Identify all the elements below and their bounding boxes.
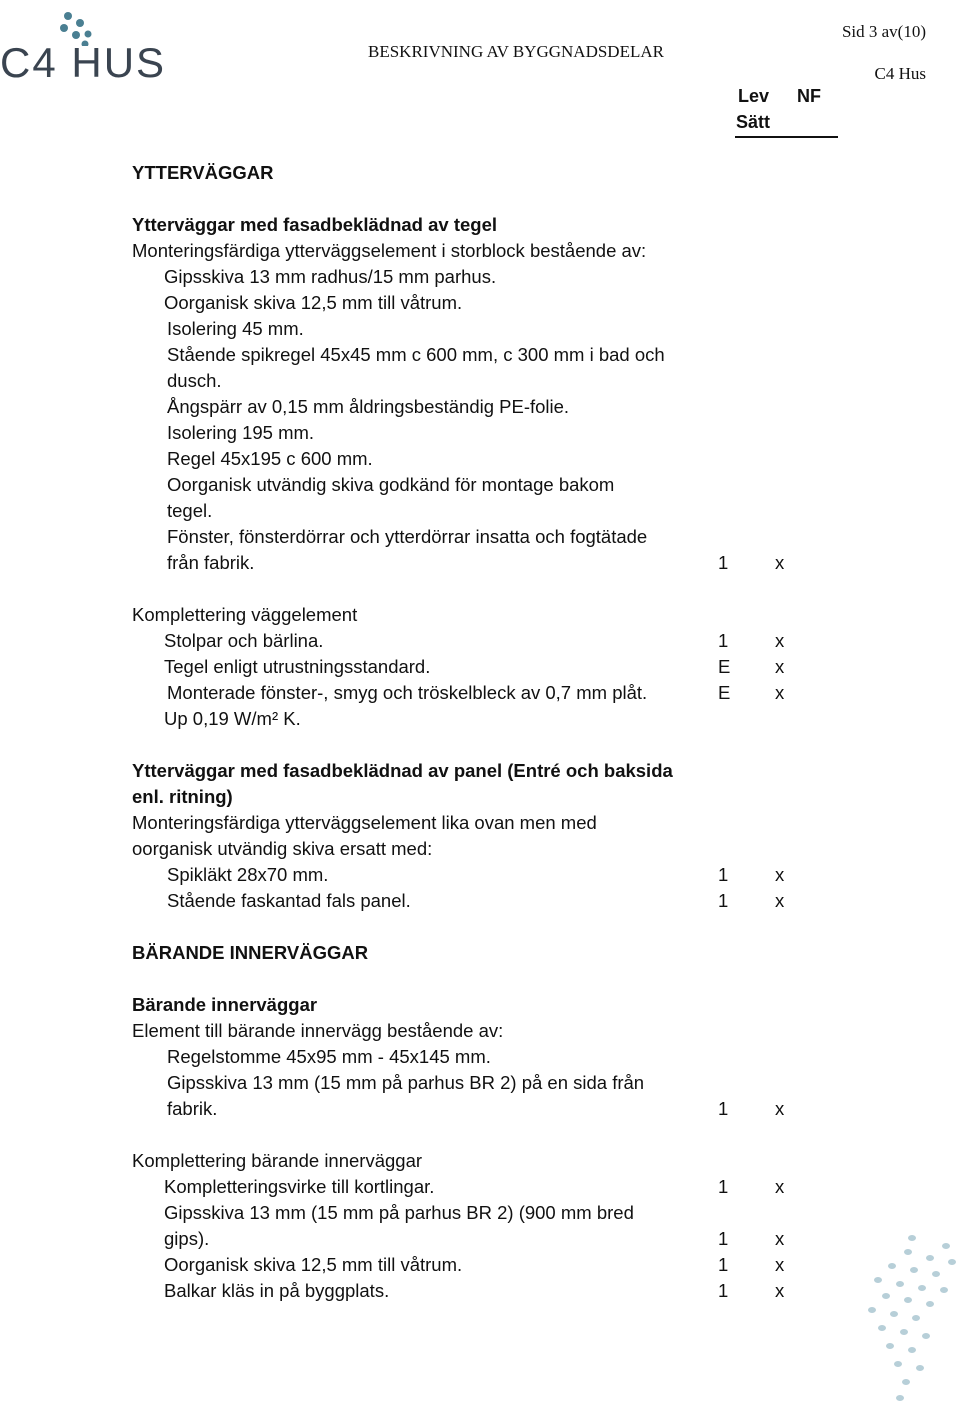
- text-line: Monteringsfärdiga ytterväggselement lika ovan men med: [132, 812, 597, 833]
- lev-value: 1: [718, 864, 729, 885]
- lev-value: E: [718, 656, 731, 677]
- section-heading: YTTERVÄGGAR: [132, 162, 274, 183]
- text-line: Gipsskiva 13 mm (15 mm på parhus BR 2) (900 mm bred: [164, 1202, 634, 1223]
- subsection-heading: enl. ritning): [132, 786, 233, 807]
- text-line: Oorganisk utvändig skiva godkänd för montage bakom: [167, 474, 615, 495]
- text-line: Isolering 45 mm.: [167, 318, 304, 339]
- nf-value: x: [775, 682, 785, 703]
- text-line: Gipsskiva 13 mm radhus/15 mm parhus.: [164, 266, 497, 287]
- nf-value: x: [775, 1176, 785, 1197]
- nf-value: x: [775, 1254, 785, 1275]
- text-line: Oorganisk skiva 12,5 mm till våtrum.: [164, 1254, 463, 1275]
- column-header-lev: Lev: [738, 86, 770, 106]
- text-line: Element till bärande innervägg bestående av:: [132, 1020, 504, 1041]
- text-line: Stående faskantad fals panel.: [167, 890, 411, 911]
- text-line: Balkar kläs in på byggplats.: [164, 1280, 390, 1301]
- nf-value: x: [775, 1280, 785, 1301]
- text-line: Tegel enligt utrustningsstandard.: [164, 656, 431, 677]
- subsection-heading: Ytterväggar med fasadbeklädnad av panel (Entré och baksida: [132, 760, 673, 781]
- text-line: oorganisk utvändig skiva ersatt med:: [132, 838, 433, 859]
- company-name: C4 Hus: [874, 64, 926, 83]
- text-line: Stolpar och bärlina.: [164, 630, 324, 651]
- nf-value: x: [775, 552, 785, 573]
- text-line: Spikläkt 28x70 mm.: [167, 864, 329, 885]
- text-line: tegel.: [167, 500, 213, 521]
- lev-value: 1: [718, 890, 729, 911]
- lev-value: 1: [718, 1254, 729, 1275]
- text-line: Regelstomme 45x95 mm - 45x145 mm.: [167, 1046, 491, 1067]
- section-heading: BÄRANDE INNERVÄGGAR: [132, 942, 369, 963]
- nf-value: x: [775, 890, 785, 911]
- text-line: från fabrik.: [167, 552, 255, 573]
- c4-hus-logo: [0, 6, 200, 86]
- nf-value: x: [775, 1098, 785, 1119]
- text-line: Monterade fönster-, smyg och tröskelbleck av 0,7 mm plåt.: [167, 682, 648, 703]
- lev-value: 1: [718, 1098, 729, 1119]
- text-line: Gipsskiva 13 mm (15 mm på parhus BR 2) på en sida från: [167, 1072, 645, 1093]
- page-number: Sid 3 av(10): [841, 22, 926, 41]
- nf-value: x: [775, 630, 785, 651]
- lev-value: 1: [718, 630, 729, 651]
- text-line: Kompletteringsvirke till kortlingar.: [164, 1176, 435, 1197]
- nf-value: x: [775, 1228, 785, 1249]
- text-line: Oorganisk skiva 12,5 mm till våtrum.: [164, 292, 463, 313]
- text-line: Ångspärr av 0,15 mm åldringsbeständig PE-folie.: [167, 396, 570, 417]
- logo-text: C4 HUS: [0, 39, 167, 86]
- document-title: BESKRIVNING AV BYGGNADSDELAR: [368, 42, 664, 61]
- nf-value: x: [775, 864, 785, 885]
- subsection-heading: Bärande innerväggar: [132, 994, 318, 1015]
- text-line: dusch.: [167, 370, 222, 391]
- lev-value: 1: [718, 1228, 729, 1249]
- text-line: Komplettering väggelement: [132, 604, 358, 625]
- subsection-heading: Ytterväggar med fasadbeklädnad av tegel: [132, 214, 497, 235]
- lev-value: E: [718, 682, 731, 703]
- column-header-nf: NF: [797, 86, 821, 106]
- column-header-satt: Sätt: [736, 112, 771, 132]
- nf-value: x: [775, 656, 785, 677]
- header-rule: [735, 136, 838, 138]
- lev-value: 1: [718, 552, 729, 573]
- text-line: Isolering 195 mm.: [167, 422, 315, 443]
- text-line: Up 0,19 W/m² K.: [164, 708, 301, 729]
- lev-value: 1: [718, 1176, 729, 1197]
- text-line: Komplettering bärande innerväggar: [132, 1150, 423, 1171]
- text-line: Monteringsfärdiga ytterväggselement i storblock bestående av:: [132, 240, 647, 261]
- lev-value: 1: [718, 1280, 729, 1301]
- text-line: Regel 45x195 c 600 mm.: [167, 448, 373, 469]
- text-line: fabrik.: [167, 1098, 218, 1119]
- text-line: gips).: [164, 1228, 210, 1249]
- decorative-dots-icon: [860, 1232, 960, 1410]
- text-line: Stående spikregel 45x45 mm c 600 mm, c 300 mm i bad och: [167, 344, 665, 365]
- text-line: Fönster, fönsterdörrar och ytterdörrar insatta och fogtätade: [167, 526, 648, 547]
